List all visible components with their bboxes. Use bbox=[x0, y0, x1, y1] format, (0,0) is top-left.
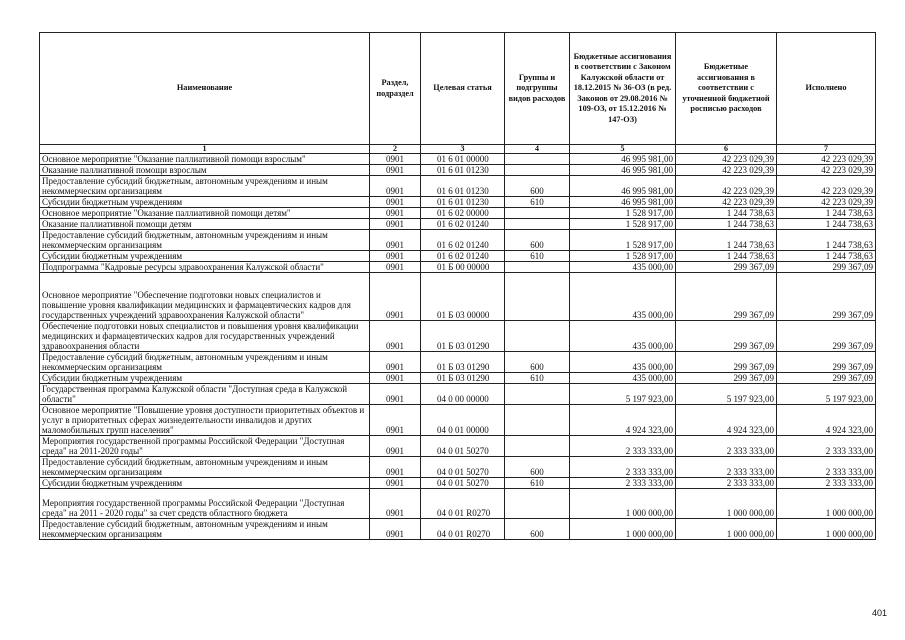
table-row bbox=[40, 262, 876, 273]
budget-document bbox=[39, 32, 875, 540]
row-refined: 299 367,09 bbox=[676, 321, 777, 352]
row-name: Предоставление субсидий бюджетным, автономным учреждениям и иным некоммерческим организациям bbox=[40, 176, 370, 197]
row-section: 0901 bbox=[370, 197, 421, 208]
row-name: Предоставление субсидий бюджетным, автономным учреждениям и иным некоммерческим организациям bbox=[40, 519, 370, 540]
row-section: 0901 bbox=[370, 251, 421, 262]
row-group: 600 bbox=[505, 519, 570, 540]
row-target: 04 0 01 R0270 bbox=[421, 489, 505, 519]
row-target: 01 6 02 01240 bbox=[421, 219, 505, 230]
row-refined: 1 244 738,63 bbox=[676, 208, 777, 219]
row-budget: 435 000,00 bbox=[570, 273, 676, 321]
row-refined: 2 333 333,00 bbox=[676, 478, 777, 489]
row-executed: 1 244 738,63 bbox=[777, 251, 876, 262]
row-name: Мероприятия государственной программы Российской Федерации "Доступная среда" на 2011 - 2020 годы" за счет средств областного бюджета bbox=[40, 489, 370, 519]
row-target: 04 0 01 50270 bbox=[421, 436, 505, 457]
row-refined: 1 244 738,63 bbox=[676, 230, 777, 251]
row-refined: 1 000 000,00 bbox=[676, 519, 777, 540]
row-name: Государственная программа Калужской области "Доступная среда в Калужской области" bbox=[40, 384, 370, 405]
column-number: 6 bbox=[676, 145, 777, 154]
row-budget: 46 995 981,00 bbox=[570, 197, 676, 208]
column-number: 3 bbox=[421, 145, 505, 154]
column-number: 1 bbox=[40, 145, 370, 154]
header-budget: Бюджетные ассигнования в соответствии с Законом Калужской области от 18.12.2015 № 36-ОЗ (в ред. Законов от 29.08.2016 № 109-ОЗ, от 15.12.2016 № 147-ОЗ) bbox=[570, 33, 676, 145]
row-executed: 299 367,09 bbox=[777, 273, 876, 321]
header-section: Раздел, подраздел bbox=[370, 33, 421, 145]
table-row bbox=[40, 197, 876, 208]
column-number: 5 bbox=[570, 145, 676, 154]
header-groups: Группы и подгруппы видов расходов bbox=[505, 33, 570, 145]
row-group: 610 bbox=[505, 478, 570, 489]
row-name: Субсидии бюджетным учреждениям bbox=[40, 373, 370, 384]
table-row bbox=[40, 154, 876, 165]
table-row bbox=[40, 436, 876, 457]
row-group bbox=[505, 165, 570, 176]
row-budget: 1 528 917,00 bbox=[570, 219, 676, 230]
budget-table bbox=[39, 32, 876, 540]
row-name: Основное мероприятие "Повышение уровня доступности приоритетных объектов и услуг в приоритетных сферах жизнедеятельности инвалидов и других маломобильных групп населения" bbox=[40, 405, 370, 436]
row-budget: 46 995 981,00 bbox=[570, 176, 676, 197]
row-budget: 1 528 917,00 bbox=[570, 230, 676, 251]
row-section: 0901 bbox=[370, 273, 421, 321]
row-budget: 46 995 981,00 bbox=[570, 165, 676, 176]
row-refined: 5 197 923,00 bbox=[676, 384, 777, 405]
row-section: 0901 bbox=[370, 519, 421, 540]
table-row bbox=[40, 489, 876, 519]
row-group bbox=[505, 208, 570, 219]
row-target: 04 0 01 00000 bbox=[421, 405, 505, 436]
row-budget: 5 197 923,00 bbox=[570, 384, 676, 405]
row-group: 600 bbox=[505, 176, 570, 197]
row-target: 01 6 02 01240 bbox=[421, 251, 505, 262]
row-target: 01 Б 03 00000 bbox=[421, 273, 505, 321]
row-name: Основное мероприятие "Оказание паллиативной помощи взрослым" bbox=[40, 154, 370, 165]
row-group bbox=[505, 384, 570, 405]
row-target: 01 6 01 01230 bbox=[421, 176, 505, 197]
row-target: 04 0 01 50270 bbox=[421, 478, 505, 489]
row-name: Предоставление субсидий бюджетным, автономным учреждениям и иным некоммерческим организациям bbox=[40, 352, 370, 373]
header-name: Наименование bbox=[40, 33, 370, 145]
row-section: 0901 bbox=[370, 436, 421, 457]
row-executed: 1 244 738,63 bbox=[777, 219, 876, 230]
row-executed: 1 000 000,00 bbox=[777, 489, 876, 519]
column-number: 7 bbox=[777, 145, 876, 154]
row-refined: 42 223 029,39 bbox=[676, 197, 777, 208]
row-refined: 42 223 029,39 bbox=[676, 176, 777, 197]
row-refined: 42 223 029,39 bbox=[676, 154, 777, 165]
header-executed: Исполнено bbox=[777, 33, 876, 145]
row-refined: 2 333 333,00 bbox=[676, 436, 777, 457]
row-budget: 1 528 917,00 bbox=[570, 251, 676, 262]
row-group bbox=[505, 436, 570, 457]
row-target: 01 6 02 00000 bbox=[421, 208, 505, 219]
row-target: 01 Б 00 00000 bbox=[421, 262, 505, 273]
row-name: Предоставление субсидий бюджетным, автономным учреждениям и иным некоммерческим организациям bbox=[40, 457, 370, 478]
row-executed: 1 244 738,63 bbox=[777, 208, 876, 219]
row-name: Оказание паллиативной помощи детям bbox=[40, 219, 370, 230]
row-refined: 1 244 738,63 bbox=[676, 251, 777, 262]
row-section: 0901 bbox=[370, 478, 421, 489]
row-executed: 2 333 333,00 bbox=[777, 478, 876, 489]
row-name: Мероприятия государственной программы Российской Федерации "Доступная среда" на 2011-2020 годы" bbox=[40, 436, 370, 457]
row-budget: 1 000 000,00 bbox=[570, 489, 676, 519]
row-group bbox=[505, 262, 570, 273]
row-budget: 2 333 333,00 bbox=[570, 478, 676, 489]
header-refined: Бюджетные ассигнования в соответствии с уточненной бюджетной росписью расходов bbox=[676, 33, 777, 145]
row-group: 600 bbox=[505, 352, 570, 373]
row-budget: 435 000,00 bbox=[570, 262, 676, 273]
row-name: Оказание паллиативной помощи взрослым bbox=[40, 165, 370, 176]
row-refined: 2 333 333,00 bbox=[676, 457, 777, 478]
row-budget: 4 924 323,00 bbox=[570, 405, 676, 436]
row-executed: 4 924 323,00 bbox=[777, 405, 876, 436]
row-section: 0901 bbox=[370, 321, 421, 352]
table-row bbox=[40, 219, 876, 230]
table-row bbox=[40, 251, 876, 262]
row-budget: 46 995 981,00 bbox=[570, 154, 676, 165]
row-section: 0901 bbox=[370, 352, 421, 373]
row-executed: 42 223 029,39 bbox=[777, 197, 876, 208]
row-budget: 435 000,00 bbox=[570, 373, 676, 384]
page-number: 401 bbox=[871, 608, 887, 618]
row-target: 01 6 02 01240 bbox=[421, 230, 505, 251]
row-executed: 2 333 333,00 bbox=[777, 436, 876, 457]
column-numbers-row bbox=[40, 145, 876, 154]
table-row bbox=[40, 273, 876, 321]
row-executed: 299 367,09 bbox=[777, 352, 876, 373]
table-row bbox=[40, 321, 876, 352]
row-group: 610 bbox=[505, 251, 570, 262]
column-number: 4 bbox=[505, 145, 570, 154]
row-section: 0901 bbox=[370, 262, 421, 273]
row-executed: 299 367,09 bbox=[777, 321, 876, 352]
table-row bbox=[40, 478, 876, 489]
row-group: 600 bbox=[505, 230, 570, 251]
row-refined: 299 367,09 bbox=[676, 373, 777, 384]
row-section: 0901 bbox=[370, 165, 421, 176]
row-target: 04 0 01 50270 bbox=[421, 457, 505, 478]
row-target: 01 Б 03 01290 bbox=[421, 373, 505, 384]
row-target: 01 Б 03 01290 bbox=[421, 321, 505, 352]
row-executed: 42 223 029,39 bbox=[777, 176, 876, 197]
row-budget: 435 000,00 bbox=[570, 352, 676, 373]
table-row bbox=[40, 519, 876, 540]
row-section: 0901 bbox=[370, 176, 421, 197]
row-executed: 42 223 029,39 bbox=[777, 154, 876, 165]
row-group bbox=[505, 405, 570, 436]
row-name: Основное мероприятие "Обеспечение подготовки новых специалистов и повышение уровня квалификации медицинских и фармацевтических кадров для государственных учреждений здравоохранения Калужской области" bbox=[40, 273, 370, 321]
row-group: 610 bbox=[505, 197, 570, 208]
row-group bbox=[505, 273, 570, 321]
row-executed: 299 367,09 bbox=[777, 262, 876, 273]
row-budget: 1 000 000,00 bbox=[570, 519, 676, 540]
table-row bbox=[40, 384, 876, 405]
table-row bbox=[40, 457, 876, 478]
row-group bbox=[505, 489, 570, 519]
row-section: 0901 bbox=[370, 384, 421, 405]
row-group bbox=[505, 219, 570, 230]
table-row bbox=[40, 230, 876, 251]
row-section: 0901 bbox=[370, 405, 421, 436]
row-target: 04 0 01 R0270 bbox=[421, 519, 505, 540]
row-section: 0901 bbox=[370, 154, 421, 165]
row-target: 01 6 01 01230 bbox=[421, 197, 505, 208]
row-name: Подпрограмма "Кадровые ресурсы здравоохранения Калужской области" bbox=[40, 262, 370, 273]
header-row bbox=[40, 33, 876, 145]
row-executed: 5 197 923,00 bbox=[777, 384, 876, 405]
row-section: 0901 bbox=[370, 230, 421, 251]
table-row bbox=[40, 405, 876, 436]
row-refined: 299 367,09 bbox=[676, 273, 777, 321]
row-section: 0901 bbox=[370, 457, 421, 478]
table-row bbox=[40, 352, 876, 373]
row-section: 0901 bbox=[370, 489, 421, 519]
row-executed: 1 244 738,63 bbox=[777, 230, 876, 251]
row-target: 01 Б 03 01290 bbox=[421, 352, 505, 373]
row-name: Обеспечение подготовки новых специалистов и повышения уровня квалификации медицинских и фармацевтических кадров для государственных учреждений здравоохранения области bbox=[40, 321, 370, 352]
row-budget: 1 528 917,00 bbox=[570, 208, 676, 219]
row-group: 600 bbox=[505, 457, 570, 478]
table-body bbox=[40, 154, 876, 540]
row-target: 01 6 01 00000 bbox=[421, 154, 505, 165]
row-name: Субсидии бюджетным учреждениям bbox=[40, 251, 370, 262]
row-executed: 2 333 333,00 bbox=[777, 457, 876, 478]
row-executed: 299 367,09 bbox=[777, 373, 876, 384]
row-refined: 4 924 323,00 bbox=[676, 405, 777, 436]
row-section: 0901 bbox=[370, 373, 421, 384]
table-row bbox=[40, 208, 876, 219]
row-name: Предоставление субсидий бюджетным, автономным учреждениям и иным некоммерческим организациям bbox=[40, 230, 370, 251]
row-refined: 42 223 029,39 bbox=[676, 165, 777, 176]
row-name: Субсидии бюджетным учреждениям bbox=[40, 478, 370, 489]
table-row bbox=[40, 165, 876, 176]
row-section: 0901 bbox=[370, 208, 421, 219]
table-row bbox=[40, 373, 876, 384]
header-target: Целевая статья bbox=[421, 33, 505, 145]
row-refined: 299 367,09 bbox=[676, 262, 777, 273]
row-group bbox=[505, 154, 570, 165]
column-number: 2 bbox=[370, 145, 421, 154]
table-row bbox=[40, 176, 876, 197]
row-name: Субсидии бюджетным учреждениям bbox=[40, 197, 370, 208]
row-refined: 1 244 738,63 bbox=[676, 219, 777, 230]
row-target: 04 0 00 00000 bbox=[421, 384, 505, 405]
row-refined: 299 367,09 bbox=[676, 352, 777, 373]
row-budget: 2 333 333,00 bbox=[570, 457, 676, 478]
row-executed: 1 000 000,00 bbox=[777, 519, 876, 540]
row-section: 0901 bbox=[370, 219, 421, 230]
row-target: 01 6 01 01230 bbox=[421, 165, 505, 176]
row-executed: 42 223 029,39 bbox=[777, 165, 876, 176]
row-budget: 435 000,00 bbox=[570, 321, 676, 352]
row-refined: 1 000 000,00 bbox=[676, 489, 777, 519]
row-name: Основное мероприятие "Оказание паллиативной помощи детям" bbox=[40, 208, 370, 219]
row-group bbox=[505, 321, 570, 352]
row-budget: 2 333 333,00 bbox=[570, 436, 676, 457]
row-group: 610 bbox=[505, 373, 570, 384]
